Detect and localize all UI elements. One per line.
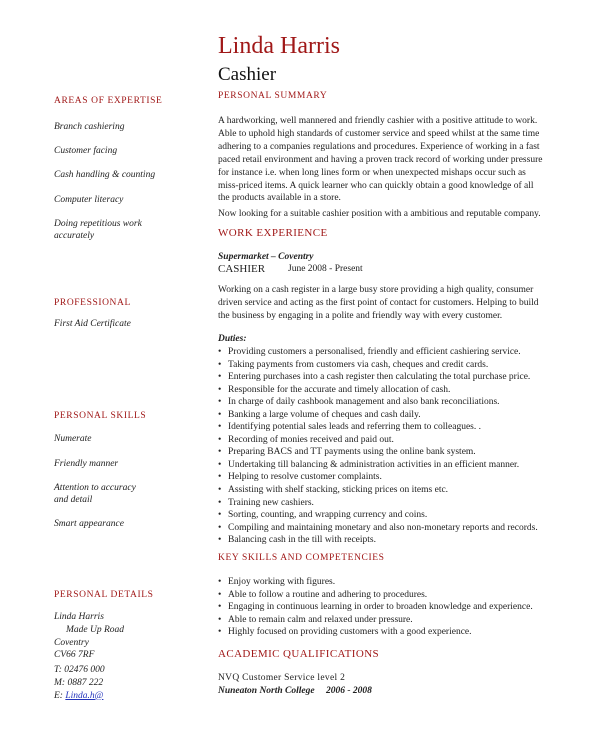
skill-item: Smart appearance	[54, 519, 124, 529]
key-skills-heading: KEY SKILLS AND COMPETENCIES	[218, 553, 385, 563]
details-street: Made Up Road	[66, 624, 125, 635]
summary-line: paced retail environment and having a proven track record of working under pressure	[218, 154, 543, 165]
duty-item: • Recording of monies received and paid out.	[218, 434, 568, 447]
expertise-heading: AREAS OF EXPERTISE	[54, 96, 163, 106]
skill-item: and detail	[54, 495, 93, 505]
summary-line: the products available in a store.	[218, 193, 341, 204]
key-skills-list	[218, 576, 568, 639]
key-skill-item: • Engaging in continuous learning in order to broaden knowledge and experience.	[218, 601, 568, 614]
summary-line: miss-priced items. A quick learner who can quickly obtain a good knowledge of all	[218, 180, 534, 191]
email-link[interactable]: Linda.h@	[65, 690, 104, 701]
duty-item: • Responsible for the accurate and timely allocation of cash.	[218, 384, 568, 397]
duty-item: • Preparing BACS and TT payments using the online bank system.	[218, 446, 568, 459]
qualification-college: Nuneaton North College	[218, 686, 315, 696]
details-heading: PERSONAL DETAILS	[54, 590, 154, 600]
details-mobile: M: 0887 222	[54, 677, 104, 688]
duty-item: • Balancing cash in the till with receipts.	[218, 534, 568, 547]
qualification-years: 2006 - 2008	[326, 686, 372, 696]
key-skill-item: • Able to follow a routine and adhering to procedures.	[218, 589, 568, 602]
summary-text	[218, 115, 563, 221]
duty-item: • Compiling and maintaining monetary and also non-monetary reports and records.	[218, 522, 568, 535]
professional-item: First Aid Certificate	[54, 319, 131, 329]
details-email-label: E:	[54, 690, 63, 701]
duty-item: • Taking payments from customers via cash, cheques and credit cards.	[218, 359, 568, 372]
expertise-item: accurately	[54, 231, 95, 241]
duties-list	[218, 346, 568, 547]
details-block	[54, 611, 124, 703]
key-skill-item: • Highly focused on providing customers with a good experience.	[218, 626, 568, 639]
job-dates: June 2008 - Present	[288, 264, 363, 274]
qualifications-heading: ACADEMIC QUALIFICATIONS	[218, 648, 380, 660]
professional-heading: PROFESSIONAL	[54, 298, 131, 308]
summary-line: Able to uphold high standards of customer service and speed whilst at the same time	[218, 128, 540, 139]
resume-name: Linda Harris	[218, 33, 340, 59]
details-postcode: CV66 7RF	[54, 650, 95, 661]
duty-item: • Providing customers a personalised, friendly and efficient cashiering service.	[218, 346, 568, 359]
job-role: CASHIER	[218, 263, 266, 275]
duty-item: • Banking a large volume of cheques and cash daily.	[218, 409, 568, 422]
experience-description	[218, 284, 563, 323]
employer: Supermarket – Coventry	[218, 252, 314, 262]
resume-title: Cashier	[218, 64, 277, 85]
details-city: Coventry	[54, 637, 89, 648]
qualification-course: NVQ Customer Service level 2	[218, 673, 346, 683]
duties-heading: Duties:	[218, 334, 247, 344]
duty-item: • Helping to resolve customer complaints.	[218, 471, 568, 484]
expertise-item: Doing repetitious work	[54, 219, 142, 229]
expertise-item: Customer facing	[54, 146, 118, 156]
duty-item: • Assisting with shelf stacking, sticking prices on items etc.	[218, 484, 568, 497]
summary-heading: PERSONAL SUMMARY	[218, 91, 328, 101]
expertise-item: Cash handling & counting	[54, 170, 156, 180]
experience-line: driven service and acting as the first point of contact for customers. Helping to build	[218, 297, 539, 308]
details-tel: T: 02476 000	[54, 665, 105, 676]
summary-line: for instance i.e. when long lines form or when unexpected mishaps occur such as	[218, 167, 526, 178]
skill-item: Numerate	[54, 434, 92, 444]
expertise-item: Computer literacy	[54, 195, 124, 205]
duty-item: • Identifying potential sales leads and referring them to colleagues. .	[218, 421, 568, 434]
summary-line: A hardworking, well mannered and friendly cashier with a positive attitude to work.	[218, 116, 538, 126]
key-skill-item: • Enjoy working with figures.	[218, 576, 568, 589]
summary-closing: Now looking for a suitable cashier position with a ambitious and reputable company.	[218, 209, 541, 220]
details-name: Linda Harris	[54, 612, 104, 622]
duty-item: • Entering purchases into a cash register then calculating the total purchase price.	[218, 371, 568, 384]
duty-item: • Training new cashiers.	[218, 497, 568, 510]
summary-line: adhering to a companies regulations and procedures. Experience of working in a fast	[218, 141, 540, 152]
duty-item: • Undertaking till balancing & administration activities in an efficient manner.	[218, 459, 568, 472]
duty-item: • Sorting, counting, and wrapping currency and coins.	[218, 509, 568, 522]
details-email-row	[54, 690, 124, 703]
key-skill-item: • Able to remain calm and relaxed under pressure.	[218, 614, 568, 627]
duty-item: • In charge of daily cashbook management and also bank reconciliations.	[218, 396, 568, 409]
expertise-item: Branch cashiering	[54, 122, 125, 132]
experience-line: the business by engaging in a polite and friendly way with every customer.	[218, 310, 503, 321]
skill-item: Friendly manner	[54, 459, 119, 469]
skill-item: Attention to accuracy	[54, 483, 136, 493]
experience-heading: WORK EXPERIENCE	[218, 227, 328, 239]
skills-heading: PERSONAL SKILLS	[54, 411, 147, 421]
experience-line: Working on a cash register in a large busy store providing a high quality, consumer	[218, 285, 534, 295]
